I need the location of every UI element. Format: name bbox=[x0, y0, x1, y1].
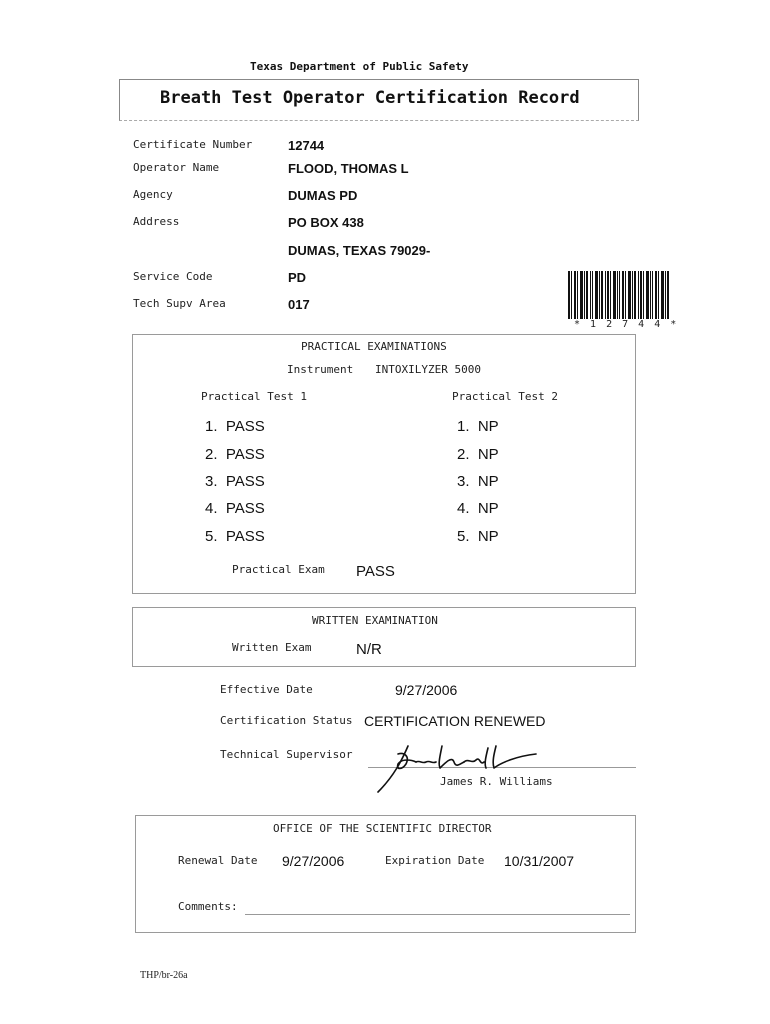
test1-result-5: 5. PASS bbox=[205, 528, 265, 545]
certificate-number-label: Certificate Number bbox=[133, 138, 253, 151]
test2-result-2: 2. NP bbox=[457, 446, 499, 463]
practical-heading: PRACTICAL EXAMINATIONS bbox=[301, 340, 447, 353]
written-exam-label: Written Exam bbox=[232, 641, 312, 654]
agency-value: DUMAS PD bbox=[288, 188, 358, 203]
agency-label: Agency bbox=[133, 188, 173, 201]
agency-header: Texas Department of Public Safety bbox=[250, 60, 469, 73]
renewal-date-label: Renewal Date bbox=[178, 854, 258, 867]
comments-label: Comments: bbox=[178, 900, 238, 913]
written-exam-value: N/R bbox=[356, 641, 382, 658]
expiration-date-label: Expiration Date bbox=[385, 854, 485, 867]
comments-line bbox=[245, 914, 630, 915]
address-line1: PO BOX 438 bbox=[288, 215, 364, 230]
certification-status-label: Certification Status bbox=[220, 714, 353, 727]
test1-result-3: 3. PASS bbox=[205, 473, 265, 490]
instrument-label: Instrument bbox=[287, 363, 354, 376]
renewal-date-value: 9/27/2006 bbox=[282, 853, 345, 869]
address-line2: DUMAS, TEXAS 79029- bbox=[288, 243, 431, 258]
operator-name-label: Operator Name bbox=[133, 161, 220, 174]
certificate-number-value: 12744 bbox=[288, 138, 325, 153]
test2-result-1: 1. NP bbox=[457, 418, 499, 435]
test1-result-2: 2. PASS bbox=[205, 446, 265, 463]
barcode-text: * 1 2 7 4 4 * bbox=[574, 319, 679, 330]
effective-date-value: 9/27/2006 bbox=[395, 682, 458, 698]
test2-result-3: 3. NP bbox=[457, 473, 499, 490]
supervisor-name: James R. Williams bbox=[440, 775, 553, 788]
test2-result-5: 5. NP bbox=[457, 528, 499, 545]
practical-exam-label: Practical Exam bbox=[232, 563, 325, 576]
test1-result-4: 4. PASS bbox=[205, 500, 265, 517]
instrument-value: INTOXILYZER 5000 bbox=[375, 363, 481, 376]
service-code-label: Service Code bbox=[133, 270, 213, 283]
written-heading: WRITTEN EXAMINATION bbox=[312, 614, 438, 627]
expiration-date-value: 10/31/2007 bbox=[504, 853, 575, 869]
form-code: THP/br-26a bbox=[140, 970, 188, 981]
page-title: Breath Test Operator Certification Record bbox=[160, 88, 580, 108]
service-code-value: PD bbox=[288, 270, 307, 285]
practical-exam-value: PASS bbox=[356, 563, 395, 580]
test2-result-4: 4. NP bbox=[457, 500, 499, 517]
effective-date-label: Effective Date bbox=[220, 683, 313, 696]
practical-test1-label: Practical Test 1 bbox=[201, 390, 307, 403]
test1-result-1: 1. PASS bbox=[205, 418, 265, 435]
office-heading: OFFICE OF THE SCIENTIFIC DIRECTOR bbox=[273, 822, 492, 835]
tech-supv-area-value: 017 bbox=[288, 297, 310, 312]
technical-supervisor-label: Technical Supervisor bbox=[220, 748, 353, 761]
operator-name-value: FLOOD, THOMAS L bbox=[288, 161, 409, 176]
practical-test2-label: Practical Test 2 bbox=[452, 390, 558, 403]
barcode bbox=[568, 271, 670, 319]
tech-supv-area-label: Tech Supv Area bbox=[133, 297, 226, 310]
certification-status-value: CERTIFICATION RENEWED bbox=[364, 713, 546, 729]
address-label: Address bbox=[133, 215, 180, 228]
